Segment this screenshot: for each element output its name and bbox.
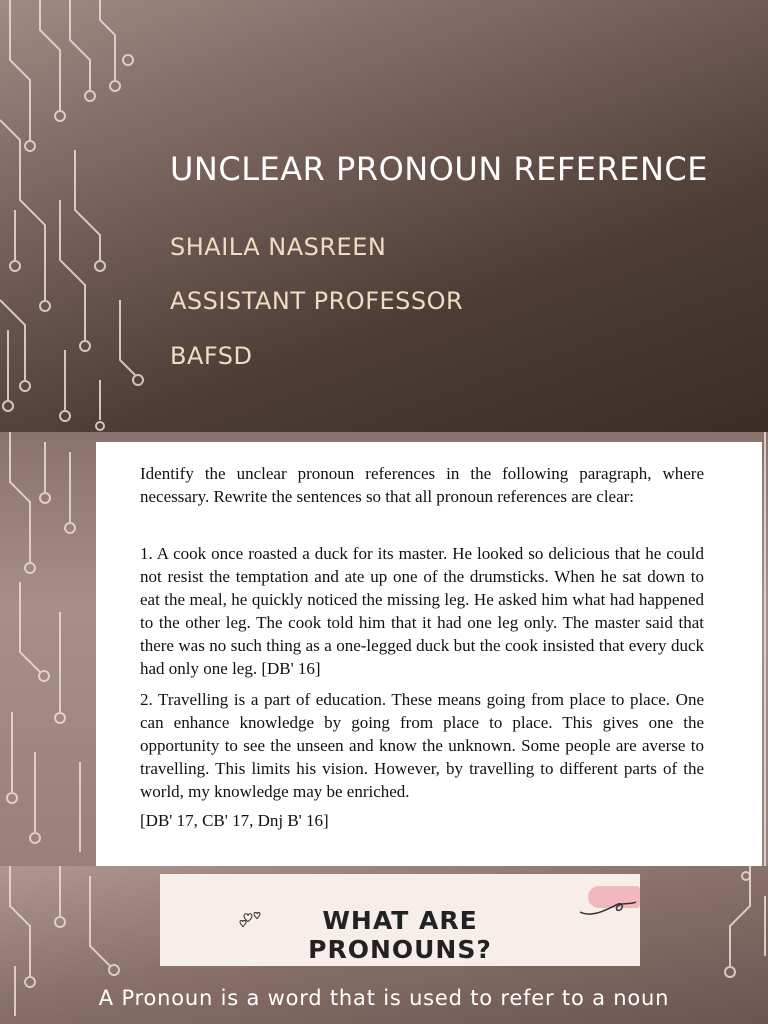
banner-line-2: PRONOUNS? (308, 935, 492, 964)
author-position: ASSISTANT PROFESSOR (170, 287, 464, 315)
author-institution: BAFSD (170, 342, 253, 370)
circuit-decoration (0, 0, 160, 432)
exercise-document (96, 442, 762, 866)
slide-title: UNCLEAR PRONOUN REFERENCE (170, 150, 708, 188)
title-slide (0, 0, 768, 432)
circuit-decoration-2 (0, 432, 96, 866)
author-name: SHAILA NASREEN (170, 233, 387, 261)
circuit-decoration-right (762, 432, 768, 866)
banner-heading (160, 906, 640, 964)
pronoun-definition: A Pronoun is a word that is used to refer to a noun (98, 986, 670, 1010)
banner-line-1: WHAT ARE (322, 906, 478, 935)
pronoun-banner (160, 874, 640, 966)
exercise-paragraph-2: 2. Travelling is a part of education. These means going from place to place. One can enhance knowledge by going from place to place. This gives one the opportunity to see the unseen and know the unknown. Some people are averse to travelling. This limits his vision. However, by travelling to different parts of the world, my knowledge may be enriched. (140, 690, 704, 801)
exercise-instructions: Identify the unclear pronoun references in the following paragraph, where necessary. Rewrite the sentences so that all pronoun references are clear: (140, 464, 704, 506)
exercise-paragraph-1: 1. A cook once roasted a duck for its master. He looked so delicious that he could not resist the temptation and ate up one of the drumsticks. When he sat down to eat the meal, he quickly noticed the missing leg. He asked him what had happened to the other leg. The cook told him that it had one leg only. The master said that there was no such thing as a one-legged duck but the cook insisted that every duck had only one leg. [DB' 16] (140, 544, 704, 678)
exercise-sources: [DB' 17, CB' 17, Dnj B' 16] (140, 811, 329, 830)
